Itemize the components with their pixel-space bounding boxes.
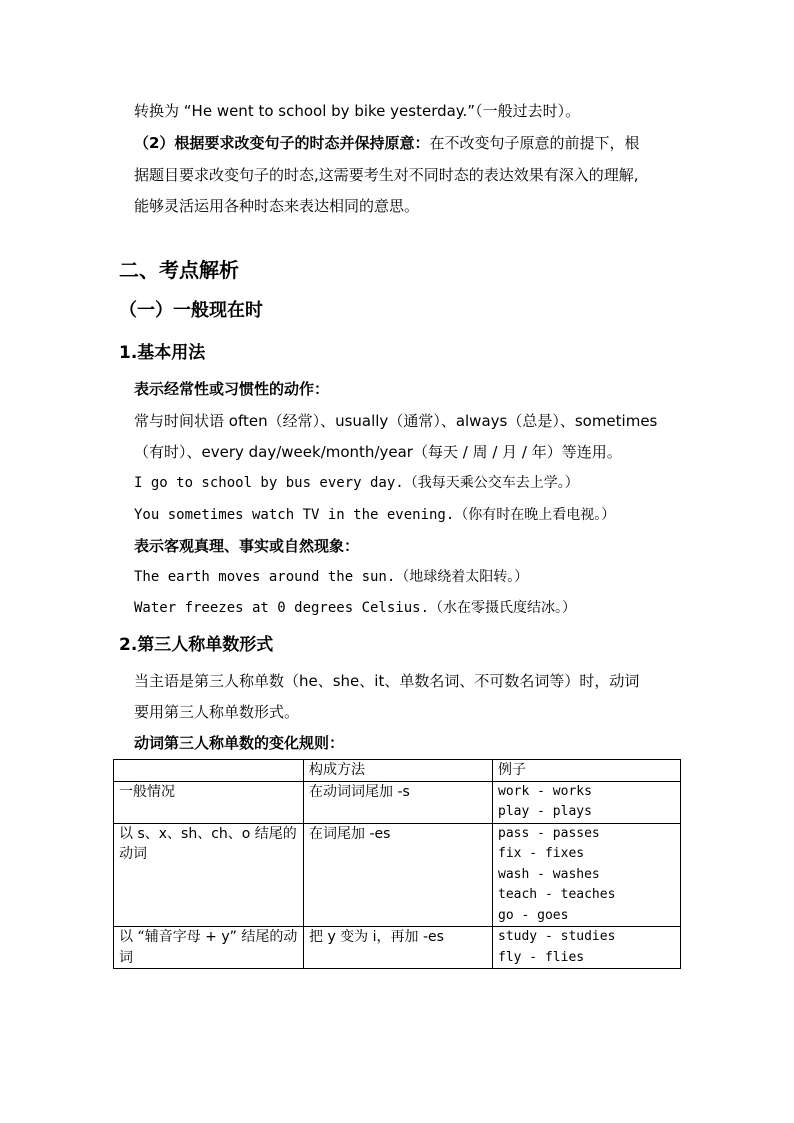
rules-table (113, 759, 681, 969)
example-sentence: You sometimes watch TV in the evening.（你有时在晚上看电视。） (134, 507, 616, 523)
case-cell: 一般情况 (114, 781, 304, 823)
table-header-row (114, 760, 681, 782)
table-row (114, 781, 681, 823)
case-cell: 以 s、x、sh、ch、o 结尾的动词 (114, 823, 304, 927)
table-row (114, 927, 681, 969)
method-cell: 在词尾加 -es (304, 823, 493, 927)
examples-cell (493, 781, 681, 823)
examples-cell (493, 823, 681, 927)
table-header-cell: 例子 (493, 760, 681, 782)
method-cell: 在动词词尾加 -s (304, 781, 493, 823)
example-sentence: The earth moves around the sun.（地球绕着太阳转。） (134, 569, 529, 585)
example-item: wash - washes (498, 866, 600, 882)
rules-heading: 动词第三人称单数的变化规则： (134, 734, 345, 752)
subsection-title: （一）一般现在时 (119, 300, 263, 321)
point2-line2: 据题目要求改变句子的时态,这需要考生对不同时态的表达效果有深入的理解, (134, 166, 639, 184)
point2-text: 在不改变句子原意的前提下，根 (429, 134, 640, 152)
third-person-para: 当主语是第三人称单数（he、she、it、单数名词、不可数名词等）时，动词 (134, 672, 640, 690)
third-person-para: 要用第三人称单数形式。 (134, 703, 300, 721)
example-sentence: Water freezes at 0 degrees Celsius.（水在零摄氏度结冰。） (134, 600, 577, 616)
point2-line3: 能够灵活运用各种时态来表达相同的意思。 (134, 197, 420, 215)
example-item: fly - flies (498, 949, 585, 965)
habit-line: （有时）、every day/week/month/year（每天 / 周 / 月 / 年）等连用。 (134, 443, 622, 461)
habit-heading: 表示经常性或习惯性的动作： (134, 380, 330, 398)
example-item: teach - teaches (498, 887, 616, 902)
table-header-cell: 构成方法 (304, 760, 493, 782)
example-item: play - plays (498, 804, 592, 819)
examples-cell (493, 927, 681, 969)
example-item: pass - passes (498, 825, 600, 841)
example-item: go - goes (498, 907, 569, 923)
intro-line: 转换为 “He went to school by bike yesterday.”（一般过去时）。 (134, 102, 581, 120)
truth-heading: 表示客观真理、事实或自然现象： (134, 537, 360, 555)
table-row (114, 823, 681, 927)
basic-usage-title: 1.基本用法 (119, 343, 206, 363)
table-header-cell (114, 760, 304, 782)
example-item: fix - fixes (498, 846, 585, 861)
example-sentence: I go to school by bus every day.（我每天乘公交车去上学。） (134, 475, 579, 491)
case-cell: 以 “辅音字母 + y” 结尾的动词 (114, 927, 304, 969)
point2-line1 (134, 133, 639, 153)
example-item: work - works (498, 783, 592, 799)
section-title: 二、考点解析 (119, 258, 239, 282)
habit-line: 常与时间状语 often（经常）、usually（通常）、always（总是）、sometimes (134, 412, 658, 430)
example-item: study - studies (498, 929, 616, 944)
point2-title: （2）根据要求改变句子的时态并保持原意： (134, 134, 430, 152)
method-cell: 把 y 变为 i，再加 -es (304, 927, 493, 969)
third-person-title: 2.第三人称单数形式 (119, 635, 274, 655)
